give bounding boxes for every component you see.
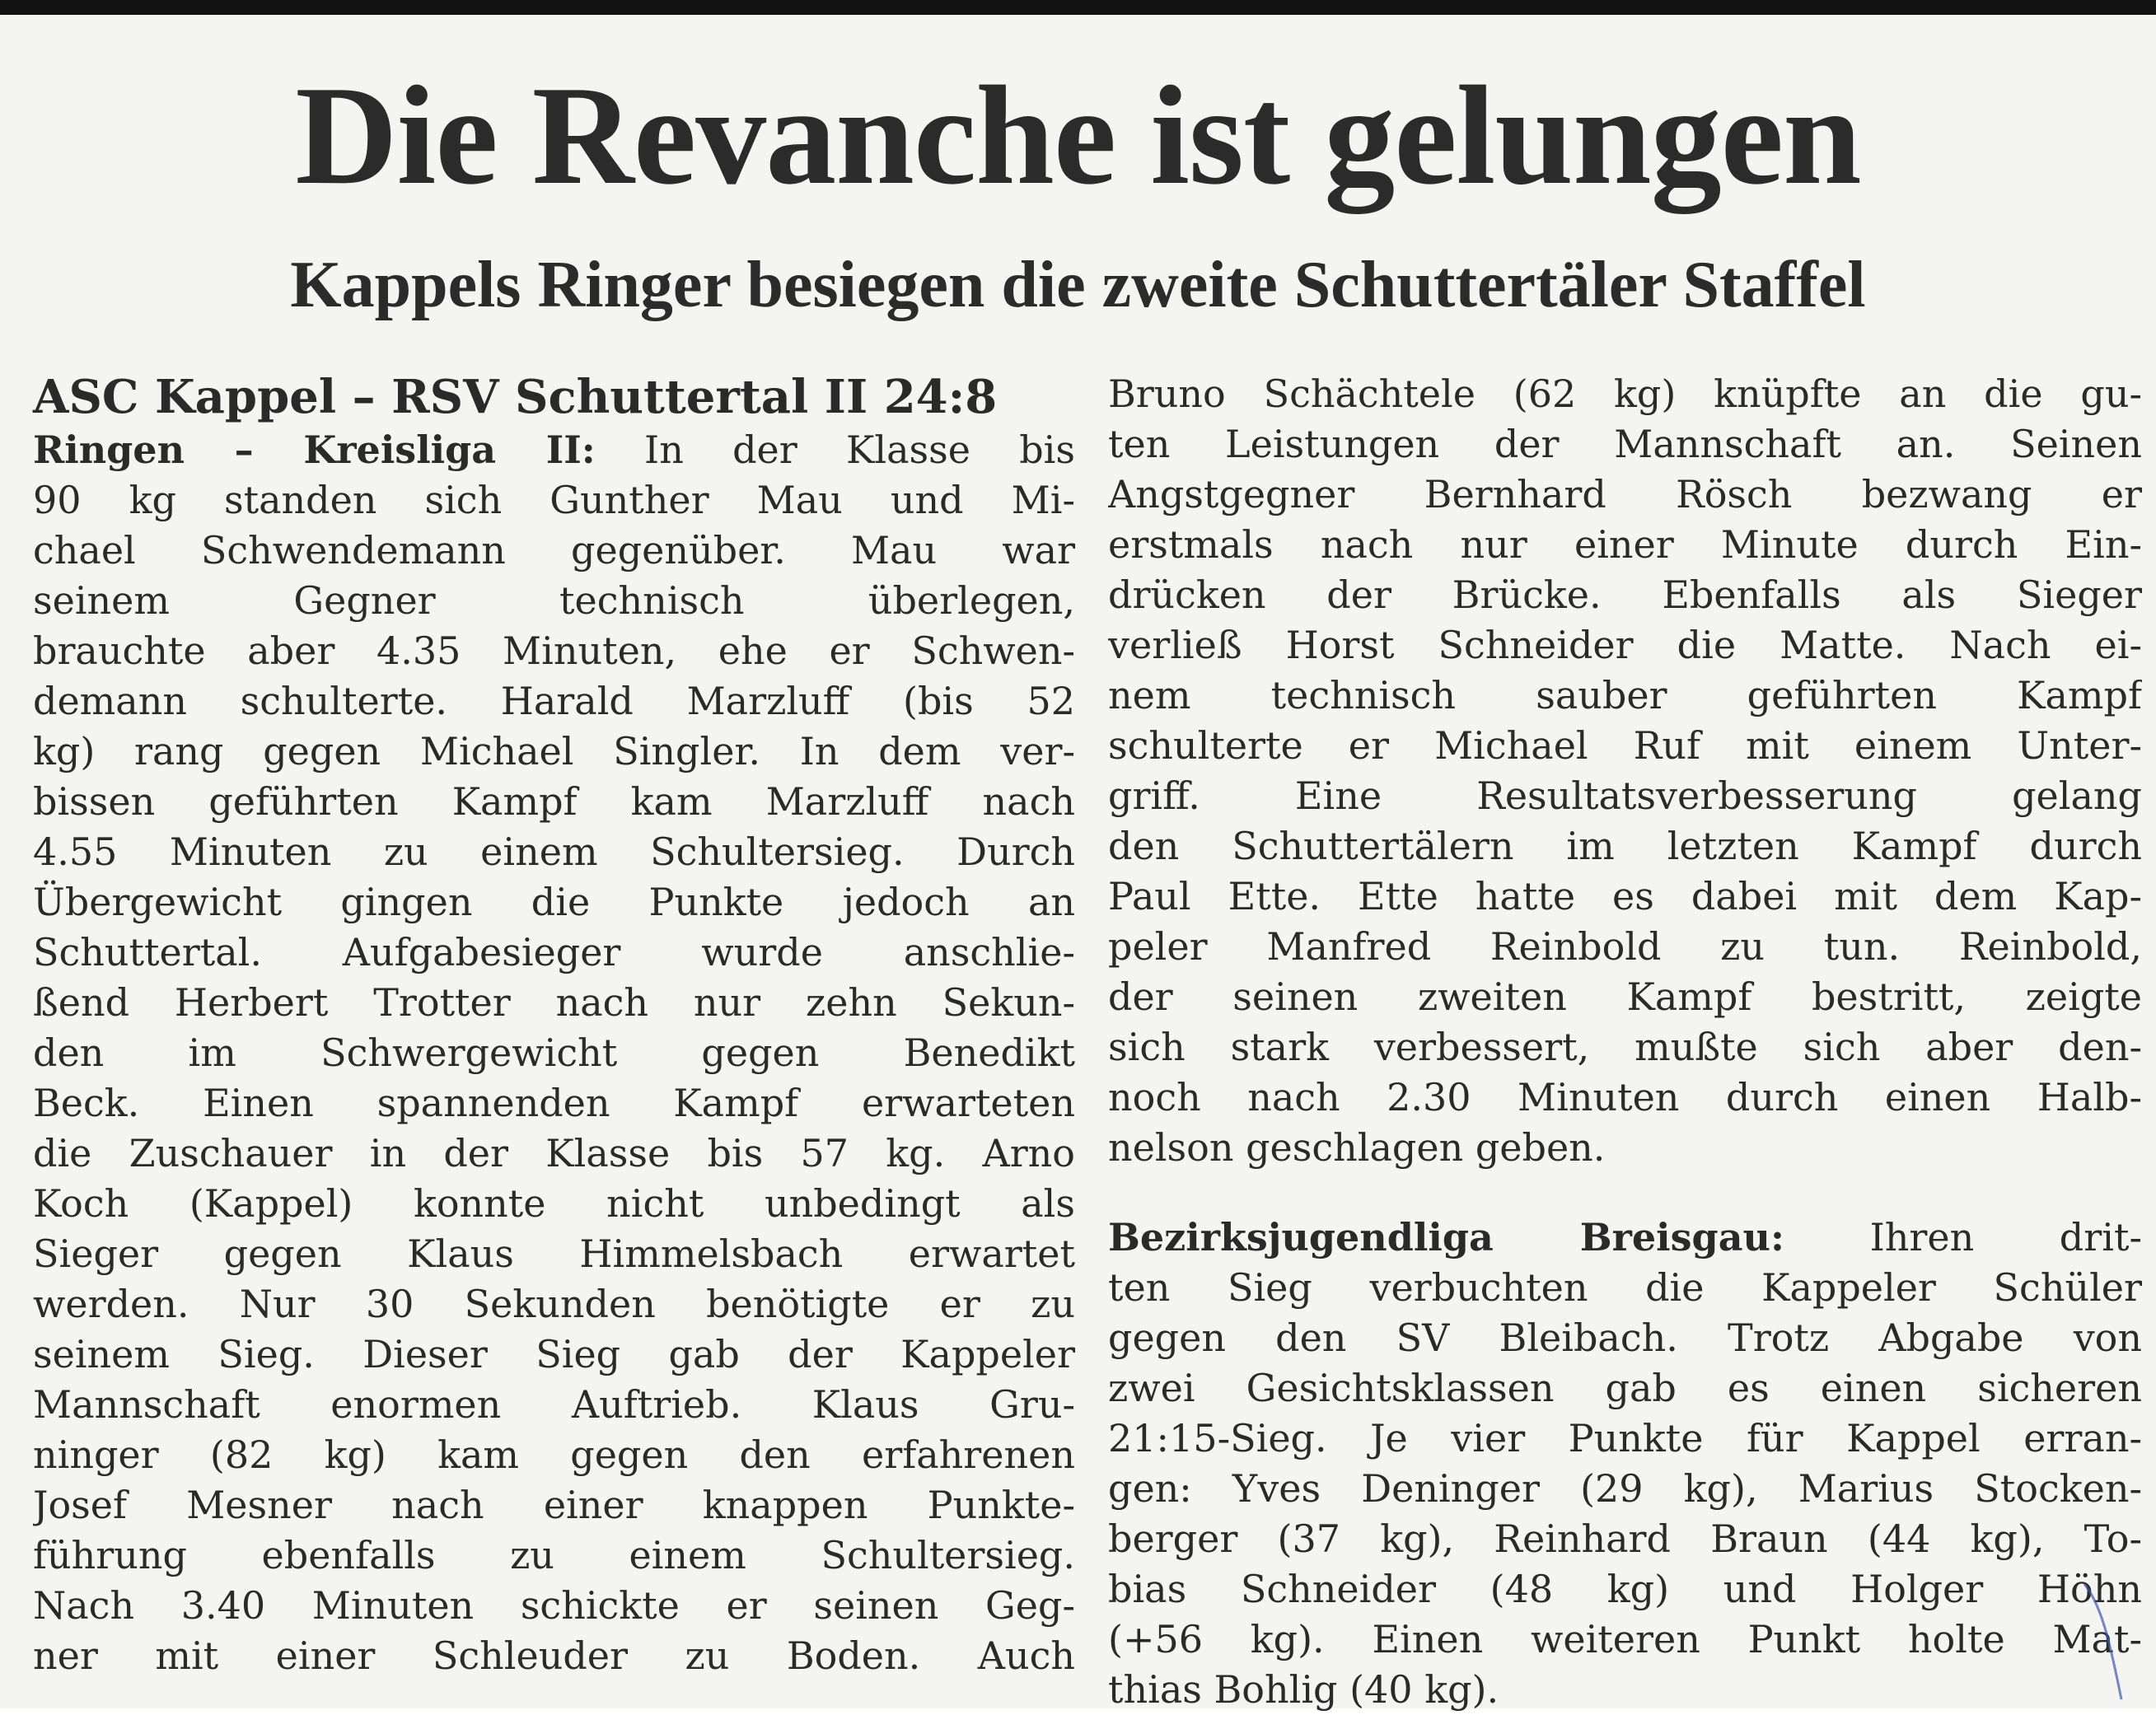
line-text: erstmals nach nur einer Minute durch Ein- — [1108, 522, 2142, 567]
line-text: sich stark verbessert, mußte sich aber den- — [1108, 1025, 2142, 1069]
text-line — [33, 1530, 1075, 1581]
line-text: Nach 3.40 Minuten schickte er seinen Geg- — [33, 1583, 1075, 1628]
line-text: bissen geführten Kampf kam Marzluff nach — [33, 779, 1075, 824]
section-lead: Bezirksjugendliga Breisgau: — [1108, 1215, 1784, 1259]
text-line — [1108, 1123, 2142, 1173]
text-line — [33, 877, 1075, 928]
line-text: Koch (Kappel) konnte nicht unbedingt als — [33, 1181, 1075, 1226]
line-text: seinem Sieg. Dieser Sieg gab der Kappeler — [33, 1332, 1075, 1376]
text-line — [1108, 1665, 2142, 1715]
line-text: der seinen zweiten Kampf bestritt, zeigte — [1108, 974, 2142, 1019]
text-line — [33, 526, 1075, 576]
line-text: zwei Gesichtsklassen gab es einen sicheren — [1108, 1366, 2142, 1410]
line-text: den Schuttertälern im letzten Kampf durch — [1108, 824, 2142, 868]
text-line — [1108, 922, 2142, 972]
section-lead: Ringen – Kreisliga II: — [33, 428, 596, 472]
line-text: Paul Ette. Ette hatte es dabei mit dem Kap- — [1108, 874, 2142, 918]
text-line — [33, 1028, 1075, 1078]
line-text: griff. Eine Resultatsverbesserung gelang — [1108, 773, 2142, 818]
line-text: peler Manfred Reinbold zu tun. Reinbold, — [1108, 924, 2142, 969]
text-line — [1108, 1022, 2142, 1072]
line-text: ßend Herbert Trotter nach nur zehn Sekun- — [33, 980, 1075, 1025]
line-text: Mannschaft enormen Auftrieb. Klaus Gru- — [33, 1382, 1075, 1427]
line-text: noch nach 2.30 Minuten durch einen Halb- — [1108, 1075, 2142, 1119]
text-line — [1108, 419, 2142, 470]
right-column-text-part2 — [1108, 1213, 2142, 1715]
text-line — [33, 1129, 1075, 1179]
text-line — [33, 1581, 1075, 1631]
text-line — [1108, 470, 2142, 520]
line-text: Bruno Schächtele (62 kg) knüpfte an die gu- — [1108, 372, 2142, 416]
text-line — [33, 777, 1075, 827]
line-text: führung ebenfalls zu einem Schultersieg. — [33, 1533, 1075, 1577]
text-line — [33, 1631, 1075, 1681]
text-line — [1108, 1363, 2142, 1414]
line-text: werden. Nur 30 Sekunden benötigte er zu — [33, 1282, 1075, 1326]
line-text: 4.55 Minuten zu einem Schultersieg. Durch — [33, 829, 1075, 874]
line-text: drücken der Brücke. Ebenfalls als Sieger — [1108, 572, 2142, 617]
text-line — [1108, 620, 2142, 671]
text-line — [1108, 1615, 2142, 1665]
text-line — [1108, 369, 2142, 419]
pen-mark-icon — [2076, 1580, 2134, 1703]
newspaper-clipping — [0, 15, 2156, 1712]
right-column — [1108, 369, 2142, 1715]
line-text: Sieger gegen Klaus Himmelsbach erwartet — [33, 1231, 1075, 1276]
text-line — [33, 978, 1075, 1028]
text-line — [1108, 1514, 2142, 1564]
line-text: den im Schwergewicht gegen Benedikt — [33, 1030, 1075, 1075]
line-text: (+56 kg). Einen weiteren Punkt holte Mat- — [1108, 1617, 2142, 1661]
line-text: Beck. Einen spannenden Kampf erwarteten — [33, 1081, 1075, 1125]
text-line — [1108, 972, 2142, 1022]
text-line — [33, 1329, 1075, 1380]
line-text: schulterte er Michael Ruf mit einem Unter- — [1108, 723, 2142, 768]
text-line — [1108, 1414, 2142, 1464]
text-line — [33, 1279, 1075, 1329]
text-line — [1108, 1564, 2142, 1615]
text-line — [33, 676, 1075, 727]
line-text: ten Leistungen der Mannschaft an. Seinen — [1108, 422, 2142, 466]
left-column — [33, 369, 1075, 1681]
line-text: nelson geschlagen geben. — [1108, 1125, 1606, 1170]
text-line — [1108, 671, 2142, 721]
scan-top-edge — [0, 0, 2156, 15]
text-line — [33, 475, 1075, 526]
line-text: ninger (82 kg) kam gegen den erfahrenen — [33, 1432, 1075, 1477]
text-line — [1108, 1072, 2142, 1123]
line-text: die Zuschauer in der Klasse bis 57 kg. Arno — [33, 1131, 1075, 1175]
line-text: Ihren drit- — [1784, 1215, 2142, 1259]
line-text: kg) rang gegen Michael Singler. In dem ver- — [33, 729, 1075, 773]
text-line — [1108, 721, 2142, 771]
text-line — [1108, 520, 2142, 570]
paragraph-gap — [1108, 1173, 2142, 1213]
text-line — [1108, 1313, 2142, 1363]
line-text: verließ Horst Schneider die Matte. Nach ei- — [1108, 623, 2142, 667]
text-line — [33, 1078, 1075, 1129]
line-text: Josef Mesner nach einer knappen Punkte- — [33, 1483, 1075, 1527]
left-column-text — [33, 425, 1075, 1681]
text-line — [1108, 872, 2142, 922]
text-line — [1108, 821, 2142, 872]
text-line — [33, 1430, 1075, 1480]
line-text: Schuttertal. Aufgabesieger wurde anschlie- — [33, 930, 1075, 974]
line-text: 21:15-Sieg. Je vier Punkte für Kappel erran- — [1108, 1416, 2142, 1460]
text-line — [33, 425, 1075, 475]
right-column-text-part1 — [1108, 369, 2142, 1173]
article-subheadline: Kappels Ringer besiegen die zweite Schuttertäler Staffel — [290, 249, 1866, 321]
article-headline: Die Revanche ist gelungen — [295, 58, 1861, 214]
text-line — [33, 727, 1075, 777]
text-line — [1108, 771, 2142, 821]
text-line — [1108, 1213, 2142, 1263]
text-line — [33, 576, 1075, 626]
line-text: ten Sieg verbuchten die Kappeler Schüler — [1108, 1265, 2142, 1310]
line-text: gegen den SV Bleibach. Trotz Abgabe von — [1108, 1315, 2142, 1360]
text-line — [1108, 1464, 2142, 1514]
text-line — [33, 1179, 1075, 1229]
text-line — [33, 1380, 1075, 1430]
line-text: ner mit einer Schleuder zu Boden. Auch — [33, 1633, 1075, 1678]
line-text: berger (37 kg), Reinhard Braun (44 kg), To- — [1108, 1516, 2142, 1561]
text-line — [33, 827, 1075, 877]
match-result-heading: ASC Kappel – RSV Schuttertal II 24:8 — [33, 370, 998, 424]
line-text: In der Klasse bis — [595, 428, 1075, 472]
line-text: seinem Gegner technisch überlegen, — [33, 578, 1075, 623]
line-text: thias Bohlig (40 kg). — [1108, 1667, 1499, 1712]
line-text: Angstgegner Bernhard Rösch bezwang er — [1108, 472, 2142, 516]
text-line — [1108, 570, 2142, 620]
text-line — [1108, 1263, 2142, 1313]
line-text: gen: Yves Deninger (29 kg), Marius Stocken- — [1108, 1466, 2142, 1511]
line-text: nem technisch sauber geführten Kampf — [1108, 673, 2142, 717]
text-line — [33, 626, 1075, 676]
line-text: brauchte aber 4.35 Minuten, ehe er Schwen- — [33, 629, 1075, 673]
text-line — [33, 1229, 1075, 1279]
line-text: chael Schwendemann gegenüber. Mau war — [33, 528, 1075, 572]
line-text: demann schulterte. Harald Marzluff (bis 52 — [33, 679, 1075, 723]
line-text: Übergewicht gingen die Punkte jedoch an — [33, 880, 1075, 924]
text-line — [33, 1480, 1075, 1530]
line-text: 90 kg standen sich Gunther Mau und Mi- — [33, 478, 1075, 522]
text-line — [33, 928, 1075, 978]
line-text: bias Schneider (48 kg) und Holger Höhn — [1108, 1567, 2142, 1611]
